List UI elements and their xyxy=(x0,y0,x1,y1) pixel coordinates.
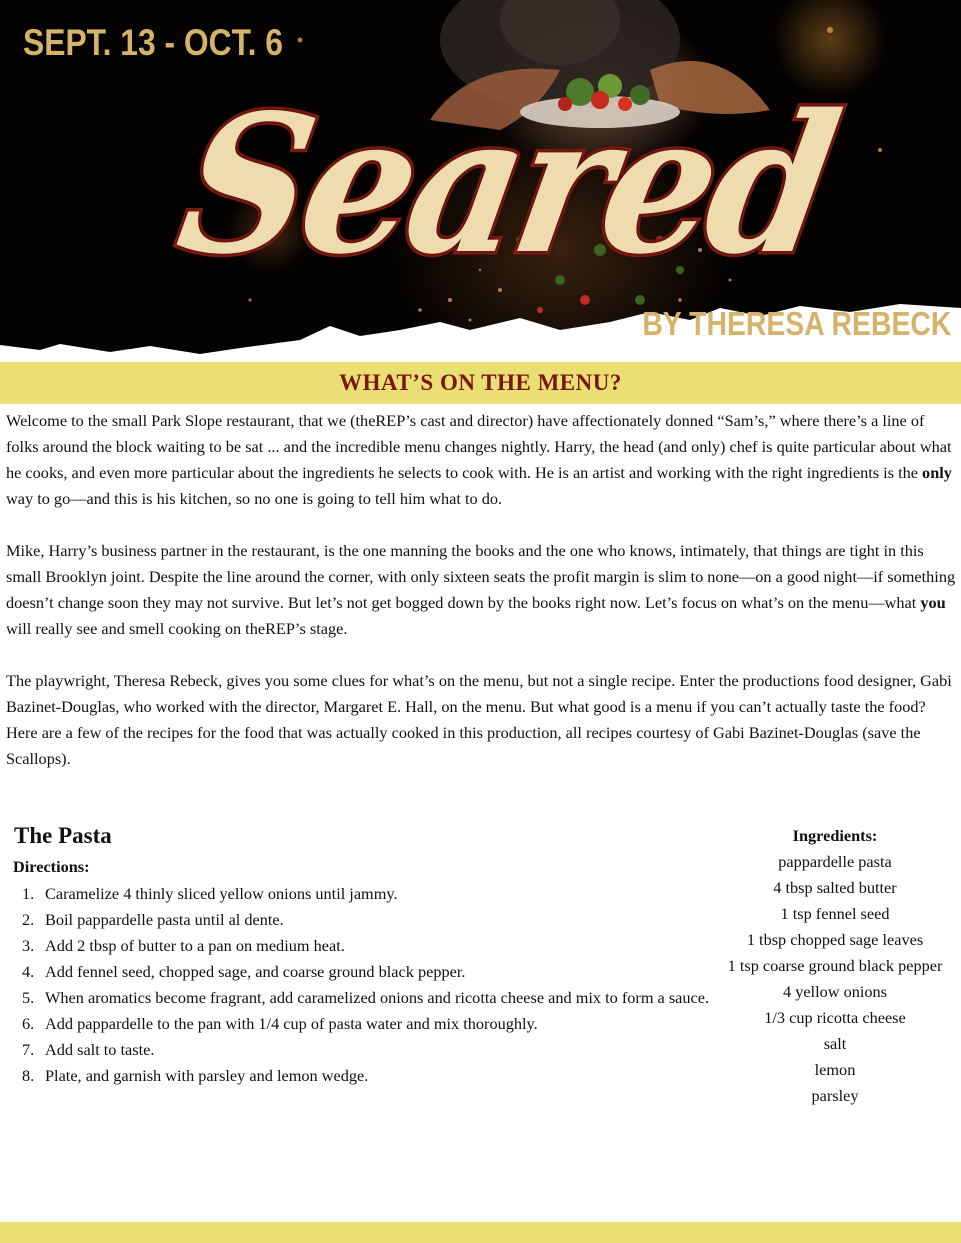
show-title: Seared xyxy=(165,73,848,296)
poster-banner xyxy=(0,0,961,362)
directions-label: Directions: xyxy=(13,857,90,876)
section-heading: WHAT’S ON THE MENU? xyxy=(339,370,622,395)
direction-step: 3. Add 2 tbsp of butter to a pan on medium heat. xyxy=(22,936,345,955)
direction-step: 7. Add salt to taste. xyxy=(22,1040,155,1059)
directions-list xyxy=(22,881,722,1089)
ingredient-item: 1 tbsp chopped sage leaves xyxy=(746,930,924,949)
ingredient-item: 4 yellow onions xyxy=(782,982,887,1001)
ingredient-item: 4 tbsp salted butter xyxy=(773,878,897,897)
direction-step: 2. Boil pappardelle pasta until al dente. xyxy=(22,910,284,929)
ingredient-item: 1/3 cup ricotta cheese xyxy=(764,1008,906,1027)
direction-step: 8. Plate, and garnish with parsley and lemon wedge. xyxy=(22,1066,369,1085)
playwright-byline: BY THERESA REBECK xyxy=(641,305,951,342)
ingredients-label: Ingredients: xyxy=(792,826,878,845)
show-title-wrap xyxy=(165,70,848,330)
section-heading-band xyxy=(0,362,961,404)
ingredient-item: pappardelle pasta xyxy=(778,852,892,871)
direction-step: 5. When aromatics become fragrant, add caramelized onions and ricotta cheese and mix to form a sauce. xyxy=(22,988,710,1007)
ingredients-list xyxy=(720,849,950,1109)
direction-step: 1. Caramelize 4 thinly sliced yellow onions until jammy. xyxy=(22,884,398,903)
ingredient-item: 1 tsp coarse ground black pepper xyxy=(727,956,943,975)
direction-step: 6. Add pappardelle to the pan with 1/4 cup of pasta water and mix thoroughly. xyxy=(22,1014,538,1033)
ingredient-item: lemon xyxy=(814,1060,856,1079)
footer-band xyxy=(0,1222,961,1243)
show-dates: SEPT. 13 - OCT. 6 xyxy=(23,22,283,63)
intro-text xyxy=(6,408,958,798)
intro-paragraph-1: Welcome to the small Park Slope restaurant, that we (theREP’s cast and director) have affectionately donned “Sam’s,” where there’s a line of folks around the block waiting to be sat ... and the incredible menu changes nightly. Harry, the head (and only) chef is quite particular about what he cooks, and even more particular about the ingredients he selects to cook with. He is an artist and working with the right ingredients is the only way to go—and this is his kitchen, so no one is going to tell him what to do. xyxy=(6,411,952,508)
ingredient-item: parsley xyxy=(811,1086,859,1105)
intro-paragraph-2: Mike, Harry’s business partner in the restaurant, is the one manning the books and the one who knows, intimately, that things are tight in this small Brooklyn joint. Despite the line around the corner, with only sixteen seats the profit margin is slim to none—on a good night—if something doesn’t change soon they may not survive. But let’s not get bogged down by the books right now. Let’s focus on what’s on the menu—what you will really see and smell cooking on theREP’s stage. xyxy=(6,541,956,638)
direction-step: 4. Add fennel seed, chopped sage, and coarse ground black pepper. xyxy=(22,962,466,981)
ingredient-item: salt xyxy=(823,1034,847,1053)
ingredients-panel xyxy=(720,823,950,1109)
intro-paragraph-3: The playwright, Theresa Rebeck, gives you some clues for what’s on the menu, but not a single recipe. Enter the productions food designer, Gabi Bazinet-Douglas, who worked with the director, Margaret E. Hall, on the menu. But what good is a menu if you can’t actually taste the food? Here are a few of the recipes for the food that was actually cooked in this production, all recipes courtesy of Gabi Bazinet-Douglas (save the Scallops). xyxy=(6,671,952,768)
ingredient-item: 1 tsp fennel seed xyxy=(780,904,890,923)
recipe-title: The Pasta xyxy=(14,823,112,848)
